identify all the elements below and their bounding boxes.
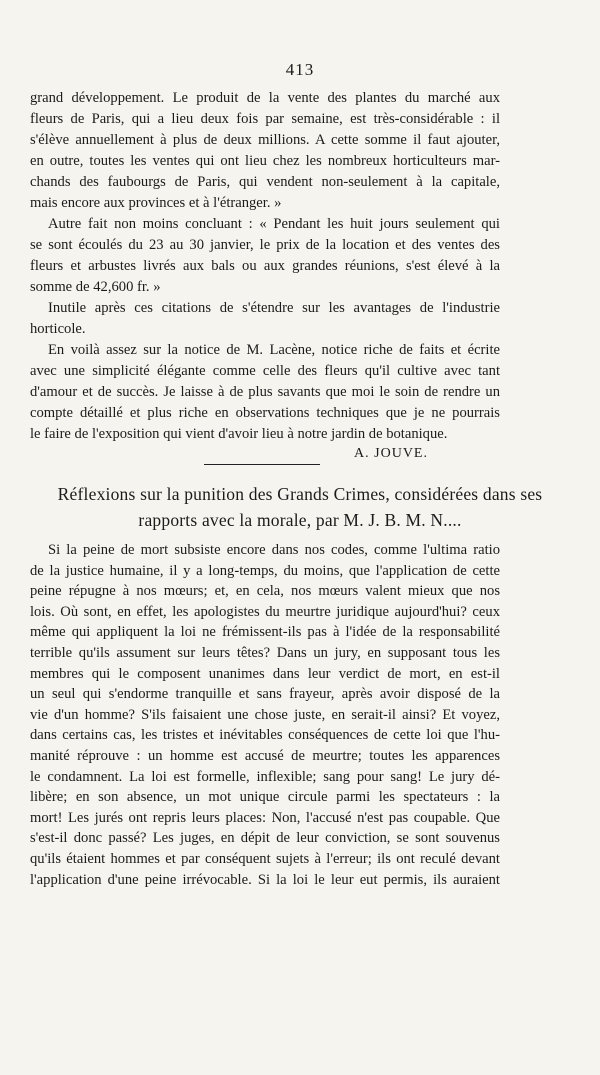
- text-line: chands des faubourgs de Paris, qui vendent non-seulement à la capitale,: [30, 174, 500, 190]
- article-heading-line-2: rapports avec la morale, par M. J. B. M. N....: [138, 510, 462, 530]
- text-line: avec une simplicité élégante comme celle des fleurs qu'il cultive avec tant: [30, 363, 500, 379]
- page-number: 413: [285, 60, 315, 79]
- text-line: l'application d'une peine irrévocable. Si la loi le leur eut permis, ils auraient: [30, 871, 500, 888]
- article-body: [30, 540, 500, 890]
- text-line: fleurs et arbustes livrés aux bals ou aux grandes réunions, s'est élevé à la: [30, 258, 500, 274]
- text-line: manité réprouve : un homme est accusé de meurtre; toutes les apparences: [30, 747, 500, 764]
- text-line: s'élève annuellement à plus de deux millions. A cette somme il faut ajouter,: [30, 132, 500, 148]
- text-line: se sont écoulés du 23 au 30 janvier, le prix de la location et des ventes des: [30, 237, 500, 253]
- text-line: dans certains cas, les tristes et inévitables conséquences de cette loi que l'hu-: [30, 727, 500, 744]
- text-line: lois. Où sont, en effet, les apologistes du meurtre juridique aujourd'hui? ceux: [30, 603, 500, 620]
- text-line: peine répugne à nos mœurs; et, en cela, nos mœurs valent mieux que nos: [30, 583, 500, 600]
- article-heading-line-1: Réflexions sur la punition des Grands Crimes, considérées dans ses: [57, 484, 543, 504]
- text-line: fleurs de Paris, qui a lieu deux fois par semaine, est très-considérable : il: [30, 111, 500, 127]
- text-line: un seul qui s'endorme tranquille et sans frayeur, après avoir disposé de la: [30, 686, 500, 703]
- text-line: Autre fait non moins concluant : « Pendant les huit jours seulement qui: [48, 216, 500, 232]
- text-line: terrible qu'ils assument sur leurs têtes? Dans un jury, en supposant tous les: [30, 644, 500, 661]
- text-line: qu'ils étaient hommes et par conséquent sujets à l'erreur; ils ont reculé devant: [30, 850, 500, 867]
- text-line: libère; en son absence, un mot unique circule parmi les spectateurs : la: [30, 789, 500, 806]
- article-continuation: [30, 88, 500, 445]
- text-line: membres qui le composent unanimes dans leur verdict de mort, en est-il: [30, 665, 500, 682]
- text-line: mort! Les jurés ont repris leurs places: Non, l'accusé n'est pas coupable. Que: [30, 809, 500, 826]
- author-signature: A. JOUVE.: [354, 446, 428, 461]
- text-line: le condamnent. La loi est formelle, inflexible; sang pour sang! Le jury dé-: [30, 768, 500, 785]
- text-line: le faire de l'exposition qui vient d'avoir lieu à notre jardin de botanique.: [30, 426, 448, 442]
- text-line: de la justice humaine, il y a long-temps, du moins, que l'application de cette: [30, 562, 500, 579]
- text-line: mais encore aux provinces et à l'étranger. »: [30, 195, 282, 211]
- section-divider: [204, 464, 320, 465]
- text-line: grand développement. Le produit de la vente des plantes du marché aux: [30, 90, 500, 106]
- text-line: compte détaillé et plus riche en observations techniques que je ne pourrais: [30, 405, 500, 421]
- text-line: En voilà assez sur la notice de M. Lacène, notice riche de faits et écrite: [48, 342, 500, 358]
- text-line: somme de 42,600 fr. »: [30, 279, 161, 295]
- text-line: s'est-il donc passé? Les juges, en dépit de leur conviction, se sont souvenus: [30, 830, 500, 847]
- text-line: Inutile après ces citations de s'étendre sur les avantages de l'industrie: [48, 300, 500, 316]
- text-line: en outre, toutes les ventes qui ont lieu chez les nombreux horticulteurs mar-: [30, 153, 500, 169]
- text-line: Si la peine de mort subsiste encore dans nos codes, comme l'ultima ratio: [48, 542, 500, 558]
- text-line: vie d'un homme? S'ils faisaient une chose juste, en serait-il ainsi? Et voyez,: [30, 706, 500, 723]
- text-line: même qui appliquent la loi ne frémissent-ils pas à l'idée de la responsabilité: [30, 624, 500, 641]
- text-line: horticole.: [30, 321, 86, 337]
- text-line: d'amour et de succès. Je laisse à de plus savants que moi le soin de rendre un: [30, 384, 500, 400]
